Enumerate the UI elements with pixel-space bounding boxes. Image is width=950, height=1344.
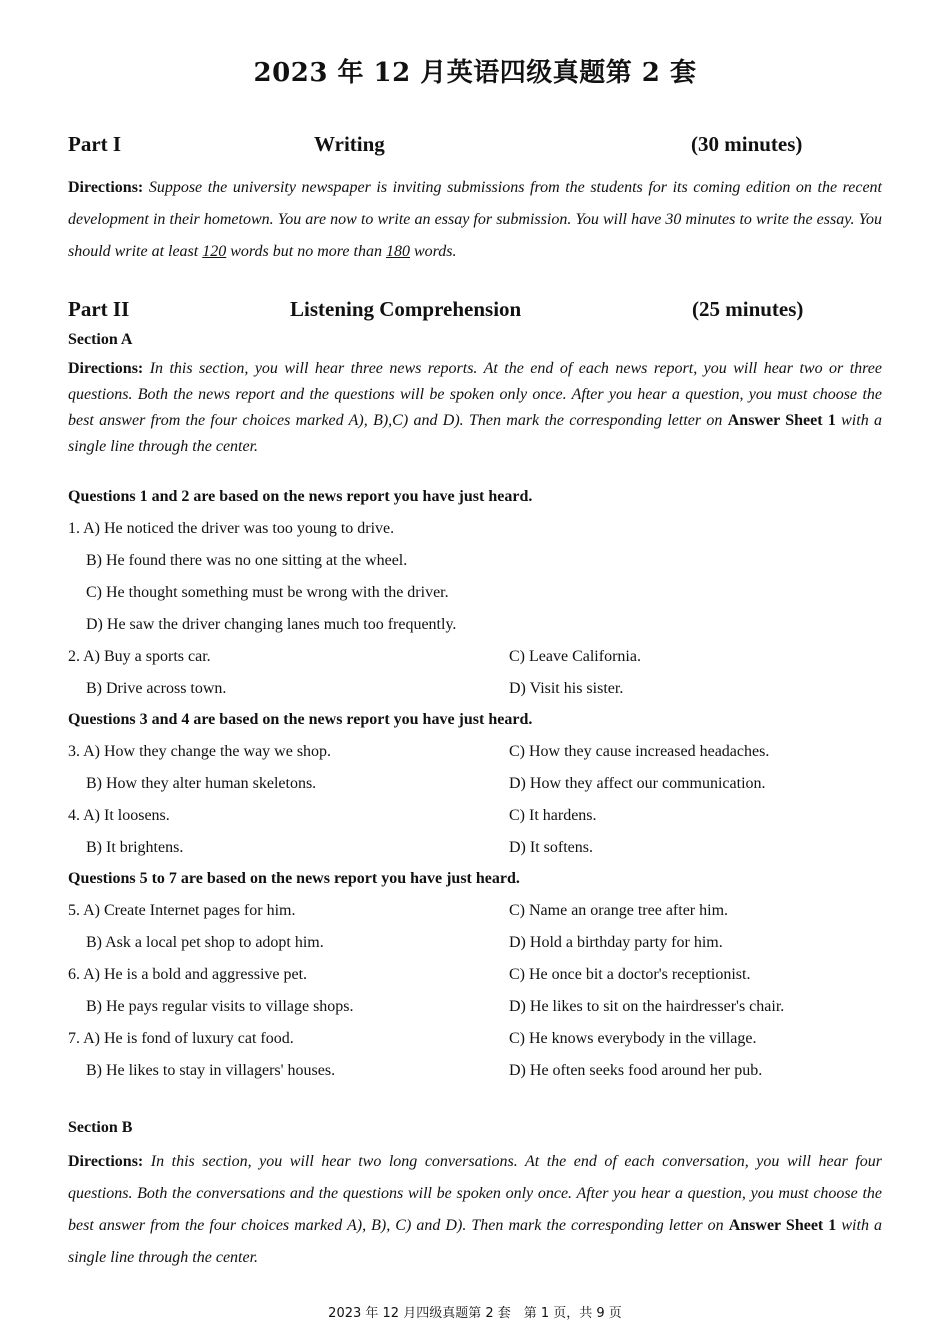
min-words: 120 (202, 243, 227, 260)
part1-name: Writing (314, 132, 385, 156)
section-b-heading: Section B (68, 1119, 133, 1136)
q4-option-c: C) It hardens. (509, 807, 597, 824)
question-group-heading: Questions 3 and 4 are based on the news report you have just heard. (68, 711, 533, 728)
part2-name: Listening Comprehension (290, 297, 522, 321)
q6-option-d: D) He likes to sit on the hairdresser's chair. (509, 998, 785, 1015)
q2-option-d: D) Visit his sister. (509, 680, 624, 697)
q7-option-d: D) He often seeks food around her pub. (509, 1062, 763, 1079)
q7-option-c: C) He knows everybody in the village. (509, 1030, 757, 1047)
directions-label: Directions: (68, 360, 144, 377)
part1-header (68, 132, 882, 160)
answer-sheet-ref: Answer Sheet 1 (727, 412, 836, 429)
part1-time: (30 minutes) (691, 132, 803, 156)
question-group-heading: Questions 1 and 2 are based on the news report you have just heard. (68, 488, 533, 505)
directions-label: Directions: (68, 1153, 144, 1170)
q1-option-c: C) He thought something must be wrong with the driver. (86, 584, 449, 601)
question-group-heading: Questions 5 to 7 are based on the news report you have just heard. (68, 870, 520, 887)
q4-option-a: 4. A) It loosens. (68, 807, 170, 824)
part1-directions (68, 172, 882, 268)
q5-option-b: B) Ask a local pet shop to adopt him. (86, 934, 324, 951)
q2-option-a: 2. A) Buy a sports car. (68, 648, 211, 665)
page-footer: 2023 年 12 月四级真题第 2 套 第 1 页，共 9 页 (328, 1306, 622, 1321)
q2-option-b: B) Drive across town. (86, 680, 227, 697)
section-b-directions: Directions: In this section, you will hear two long conversations. At the end of each conversation, you will hear four questions. Both the conversations and the questions will be spoken only once. After you hear a question, you must choose the best answer from the four choices marked A), B), C) and D). Then mark the corresponding letter on Answer Sheet 1 with a single line through the center. (68, 1153, 883, 1266)
q4-option-d: D) It softens. (509, 839, 593, 856)
section-a-heading: Section A (68, 331, 133, 348)
q1-option-d: D) He saw the driver changing lanes much too frequently. (86, 616, 457, 633)
part2-time: (25 minutes) (692, 297, 804, 321)
part2-header (68, 297, 882, 325)
q1-option-b: B) He found there was no one sitting at the wheel. (86, 552, 408, 569)
max-words: 180 (385, 243, 410, 260)
q7-option-b: B) He likes to stay in villagers' houses. (86, 1062, 336, 1079)
q3-option-c: C) How they cause increased headaches. (509, 743, 770, 760)
q6-option-a: 6. A) He is a bold and aggressive pet. (68, 966, 308, 983)
answer-sheet-ref: Answer Sheet 1 (728, 1217, 837, 1234)
q2-option-c: C) Leave California. (509, 648, 641, 665)
section-a-directions: Directions: In this section, you will hear three news reports. At the end of each news report, you will hear two or three questions. Both the news report and the questions will be spoken only once. After you hear a question, you must choose the best answer from the four choices marked A), B),C) and D). Then mark the corresponding letter on Answer Sheet 1 with a single line through the center. (68, 360, 883, 455)
q5-option-d: D) Hold a birthday party for him. (509, 934, 723, 951)
q6-option-b: B) He pays regular visits to village shops. (86, 998, 354, 1015)
directions-text: Suppose the university newspaper is inviting submissions from the students for its coming edition on the recent development in their hometown. You are now to write an essay for submission. You will have 30 minutes to write the essay. You should write at least 120 words but no more than 180 words. (68, 179, 883, 260)
q3-option-a: 3. A) How they change the way we shop. (68, 743, 332, 760)
q5-option-a: 5. A) Create Internet pages for him. (68, 902, 296, 919)
q3-option-b: B) How they alter human skeletons. (86, 775, 317, 792)
q7-option-a: 7. A) He is fond of luxury cat food. (68, 1030, 294, 1047)
page-title: 2023 年 12 月英语四级真题第 2 套 (253, 58, 697, 88)
part2-label: Part II (68, 297, 130, 321)
part1-label: Part I (68, 132, 122, 156)
q1-option-a: 1. A) He noticed the driver was too young to drive. (68, 520, 395, 537)
q3-option-d: D) How they affect our communication. (509, 775, 766, 792)
directions-label: Directions: (68, 179, 144, 196)
q5-option-c: C) Name an orange tree after him. (509, 902, 729, 919)
q4-option-b: B) It brightens. (86, 839, 184, 856)
q6-option-c: C) He once bit a doctor's receptionist. (509, 966, 751, 983)
